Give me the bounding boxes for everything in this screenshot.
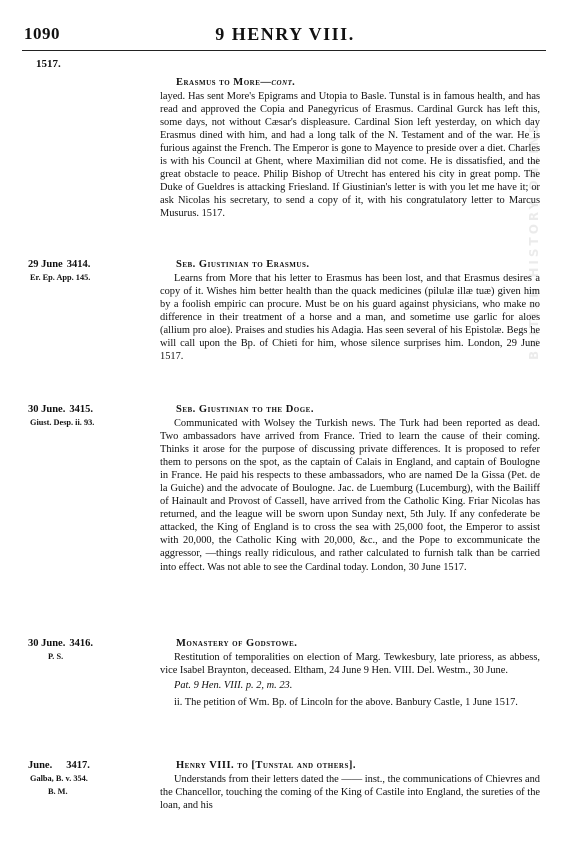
year-label: 1517. [36, 58, 61, 70]
entry-heading: Seb. Giustinian to the Doge. [176, 404, 314, 415]
entry-heading: Erasmus to More—cont. [176, 77, 296, 88]
page-number: 1090 [24, 24, 60, 43]
entry-heading: Henry VIII. to [Tunstal and others]. [176, 760, 356, 771]
watermark: BRITISH HISTORY ONLINE [527, 122, 541, 360]
page-header [24, 24, 546, 50]
entry-text: Learns from More that his letter to Erasmus has been lost, and that Erasmus desires a copy of it. Wishes him better health than the quack medicines (pilulæ illæ tuæ) given him by a foolish empiric can procure. Must be on his guard against physicians, who make no difference in their treatment of a horse and a man, and sometime use garlic for aloes (allium pro aloe). Praises and studies his Adagia. Has seen several of his Epistolæ. Begs he will call upon the Bp. of Chieti for him, whose silence surprises him. London, 29 June 1517. [160, 273, 540, 363]
entry-reference: Giust. Desp. ii. 93. [30, 418, 95, 427]
entry-date: 29 June 3414. [28, 259, 91, 270]
entry-citation: Pat. 9 Hen. VIII. p. 2, m. 23. [174, 680, 293, 692]
entry-reference: Er. Ep. App. 145. [30, 273, 91, 282]
entry-date: 30 June. 3415. [28, 404, 93, 415]
entry-margin [28, 403, 156, 429]
entry-margin [28, 637, 156, 663]
entry-text: layed. Has sent More's Epigrams and Utopia to Basle. Tunstal is in famous health, and has read and approved the Copia and Panegyricus of Erasmus. Cardinal Gurck has left this, some days, not without Cæsar's displeasure. Cardinal Sion left yesterday, on which day Erasmus dined with him, and had a long talk of the N. Testament and of the war. He is furious against the French. The Emperor is gone to Mayence to preside over a diet. Charles is with his Council at Ghent, where Maximilian did not come. He is dissatisfied, and the great obstacle to peace. Philip Bishop of Utrecht has entered his city in great pomp. The Duke of Gueldres is attacking Friesland. If Giustinian's letter is with you let me have it; or ask Nicolas his secretary, to send a copy of it, with his congratulatory letter to Marcus Musurus. 1517. [160, 91, 540, 220]
running-title: 9 HENRY VIII. [215, 24, 355, 44]
entry-date: 30 June. 3416. [28, 638, 93, 649]
entry-reference: Galba, B. v. 354. [30, 774, 88, 783]
entry-text: Communicated with Wolsey the Turkish news. The Turk had been reported as dead. Two ambassadors have arrived from France. Tried to learn the cause of their coming. Thinks it arose for the purpose of discussing private differences. It is proposed to refer them to persons on the spot, as the captain of Calais in England, and captain of Boulogne in France. He paid his respects to these ambassadors, who are named De la Gissa (Pet. de la Guiche) and the advocate of Boulogne. Jac. de Luemburg (Lucemburg), with the Bailiff of Hainault and Provost of Cassell, have arrived from the Catholic King. Friar Nicolas has returned, and the league will be sworn upon Sunday next, 5th July. If any confederate be attacked, the King of England is to cross the sea with 25,000 foot, the Emperor to assist with 20,000, the Catholic King with 20,000, &c., and the Pope to excommunicate the aggressor, —things really ridiculous, and rather calculated to furnish talk than be carried into effect. Was not able to see the Cardinal today. London, 30 June 1517. [160, 418, 540, 573]
entry-text: Understands from their letters dated the —— inst., the communications of Chievres and the Chancellor, touching the coming of the King of Castile into England, the sureties of the loan, and his [160, 774, 540, 812]
entry-margin [28, 759, 156, 798]
entry-date: June. 3417. [28, 760, 90, 771]
entry-heading: Monastery of Godstowe. [176, 638, 298, 649]
header-rule [22, 50, 546, 51]
entry-margin [28, 258, 156, 284]
entry-reference-2: B. M. [48, 787, 68, 796]
entry-subtext: ii. The petition of Wm. Bp. of Lincoln for the above. Banbury Castle, 1 June 1517. [174, 697, 518, 709]
entry-heading: Seb. Giustinian to Erasmus. [176, 259, 310, 270]
entry-text: Restitution of temporalities on election of Marg. Tewkesbury, late prioress, as abbess, vice Isabel Braynton, deceased. Eltham, 24 June 9 Hen. VIII. Del. Westm., 30 June. [160, 652, 540, 677]
entry-reference: P. S. [48, 652, 64, 661]
